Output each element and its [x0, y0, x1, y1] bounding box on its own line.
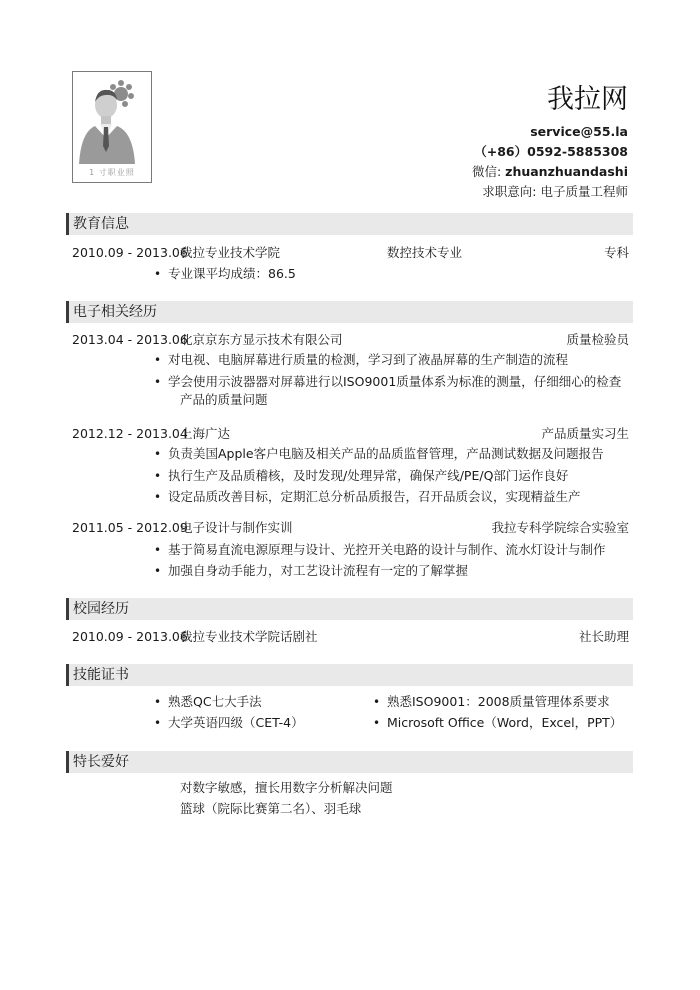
- section-title: 校园经历: [73, 601, 129, 617]
- experience-org: 上海广达: [180, 426, 231, 441]
- section-skills: [66, 664, 633, 686]
- section-campus: [66, 598, 633, 620]
- experience-role: 我拉专科学院综合实验室: [491, 520, 629, 535]
- education-row: [72, 244, 629, 262]
- list-item: • 对电视、电脑屏幕进行质量的检测，学习到了液晶屏幕的生产制造的流程: [168, 350, 628, 370]
- hobby-line: 对数字敏感，擅长用数字分析解决问题: [180, 780, 393, 795]
- experience-row: [72, 425, 629, 443]
- wechat-value: zhuanzhuandashi: [505, 164, 628, 179]
- resume-header: [472, 82, 628, 202]
- campus-org: 我拉专业技术学院话剧社: [180, 629, 318, 644]
- experience-row: [72, 331, 629, 349]
- section-title: 技能证书: [73, 667, 129, 683]
- list-item-continuation: 产品的质量问题: [180, 392, 268, 407]
- list-item: • 熟悉ISO9001：2008质量管理体系要求: [387, 692, 627, 712]
- experience-date: 2013.04 - 2013.06: [72, 332, 188, 347]
- section-experience: [66, 301, 633, 323]
- email: service@55.la: [530, 124, 628, 139]
- candidate-name: 我拉网: [547, 84, 628, 115]
- person-silhouette-icon: [73, 72, 151, 182]
- experience-role: 质量检验员: [566, 332, 629, 347]
- hobby-line: 篮球（院际比赛第二名）、羽毛球: [180, 801, 362, 816]
- list-item: • 大学英语四级（CET-4）: [168, 713, 368, 733]
- wechat-label: 微信:: [471, 164, 502, 179]
- section-hobbies: [66, 751, 633, 773]
- list-item: • 熟悉QC七大手法: [168, 692, 368, 712]
- education-date: 2010.09 - 2013.06: [72, 245, 188, 260]
- section-title: 电子相关经历: [73, 304, 157, 320]
- list-item: • 设定品质改善目标，定期汇总分析品质报告，召开品质会议，实现精益生产: [168, 487, 628, 507]
- list-item: • 学会使用示波器器对屏幕进行以ISO9001质量体系为标准的测量，仔细细心的检查: [168, 372, 628, 392]
- experience-date: 2011.05 - 2012.09: [72, 520, 188, 535]
- campus-row: [72, 628, 629, 646]
- campus-role: 社长助理: [578, 629, 629, 644]
- experience-role: 产品质量实习生: [541, 426, 629, 441]
- photo-caption: 1 寸职业照: [89, 168, 135, 177]
- section-education: [66, 213, 633, 235]
- experience-org: 电子设计与制作实训: [180, 520, 293, 535]
- experience-date: 2012.12 - 2013.04: [72, 426, 188, 441]
- objective-value: 电子质量工程师: [540, 184, 628, 199]
- list-item: • 负责美国Apple客户电脑及相关产品的品质监督管理，产品测试数据及问题报告: [168, 444, 628, 464]
- list-item: • Microsoft Office（Word，Excel，PPT）: [387, 713, 627, 733]
- experience-org: 北京京东方显示技术有限公司: [180, 332, 343, 347]
- section-title: 教育信息: [73, 216, 129, 232]
- list-item: • 执行生产及品质稽核，及时发现/处理异常，确保产线/PE/Q部门运作良好: [168, 466, 628, 486]
- objective-label: 求职意向:: [482, 184, 537, 199]
- job-objective: [472, 182, 628, 202]
- education-degree: 专科: [603, 245, 629, 260]
- campus-date: 2010.09 - 2013.06: [72, 629, 188, 644]
- education-school: 我拉专业技术学院: [180, 245, 281, 260]
- experience-row: [72, 519, 629, 537]
- section-title: 特长爱好: [73, 754, 129, 770]
- list-item: • 专业课平均成绩：86.5: [168, 264, 628, 284]
- phone: （+86）0592-5885308: [474, 144, 628, 159]
- list-item: • 加强自身动手能力，对工艺设计流程有一定的了解掌握: [168, 561, 628, 581]
- profile-photo: [72, 71, 152, 183]
- list-item: • 基于简易直流电源原理与设计、光控开关电路的设计与制作、流水灯设计与制作: [168, 540, 628, 560]
- education-major: 数控技术专业: [387, 245, 463, 260]
- wechat: [472, 162, 628, 182]
